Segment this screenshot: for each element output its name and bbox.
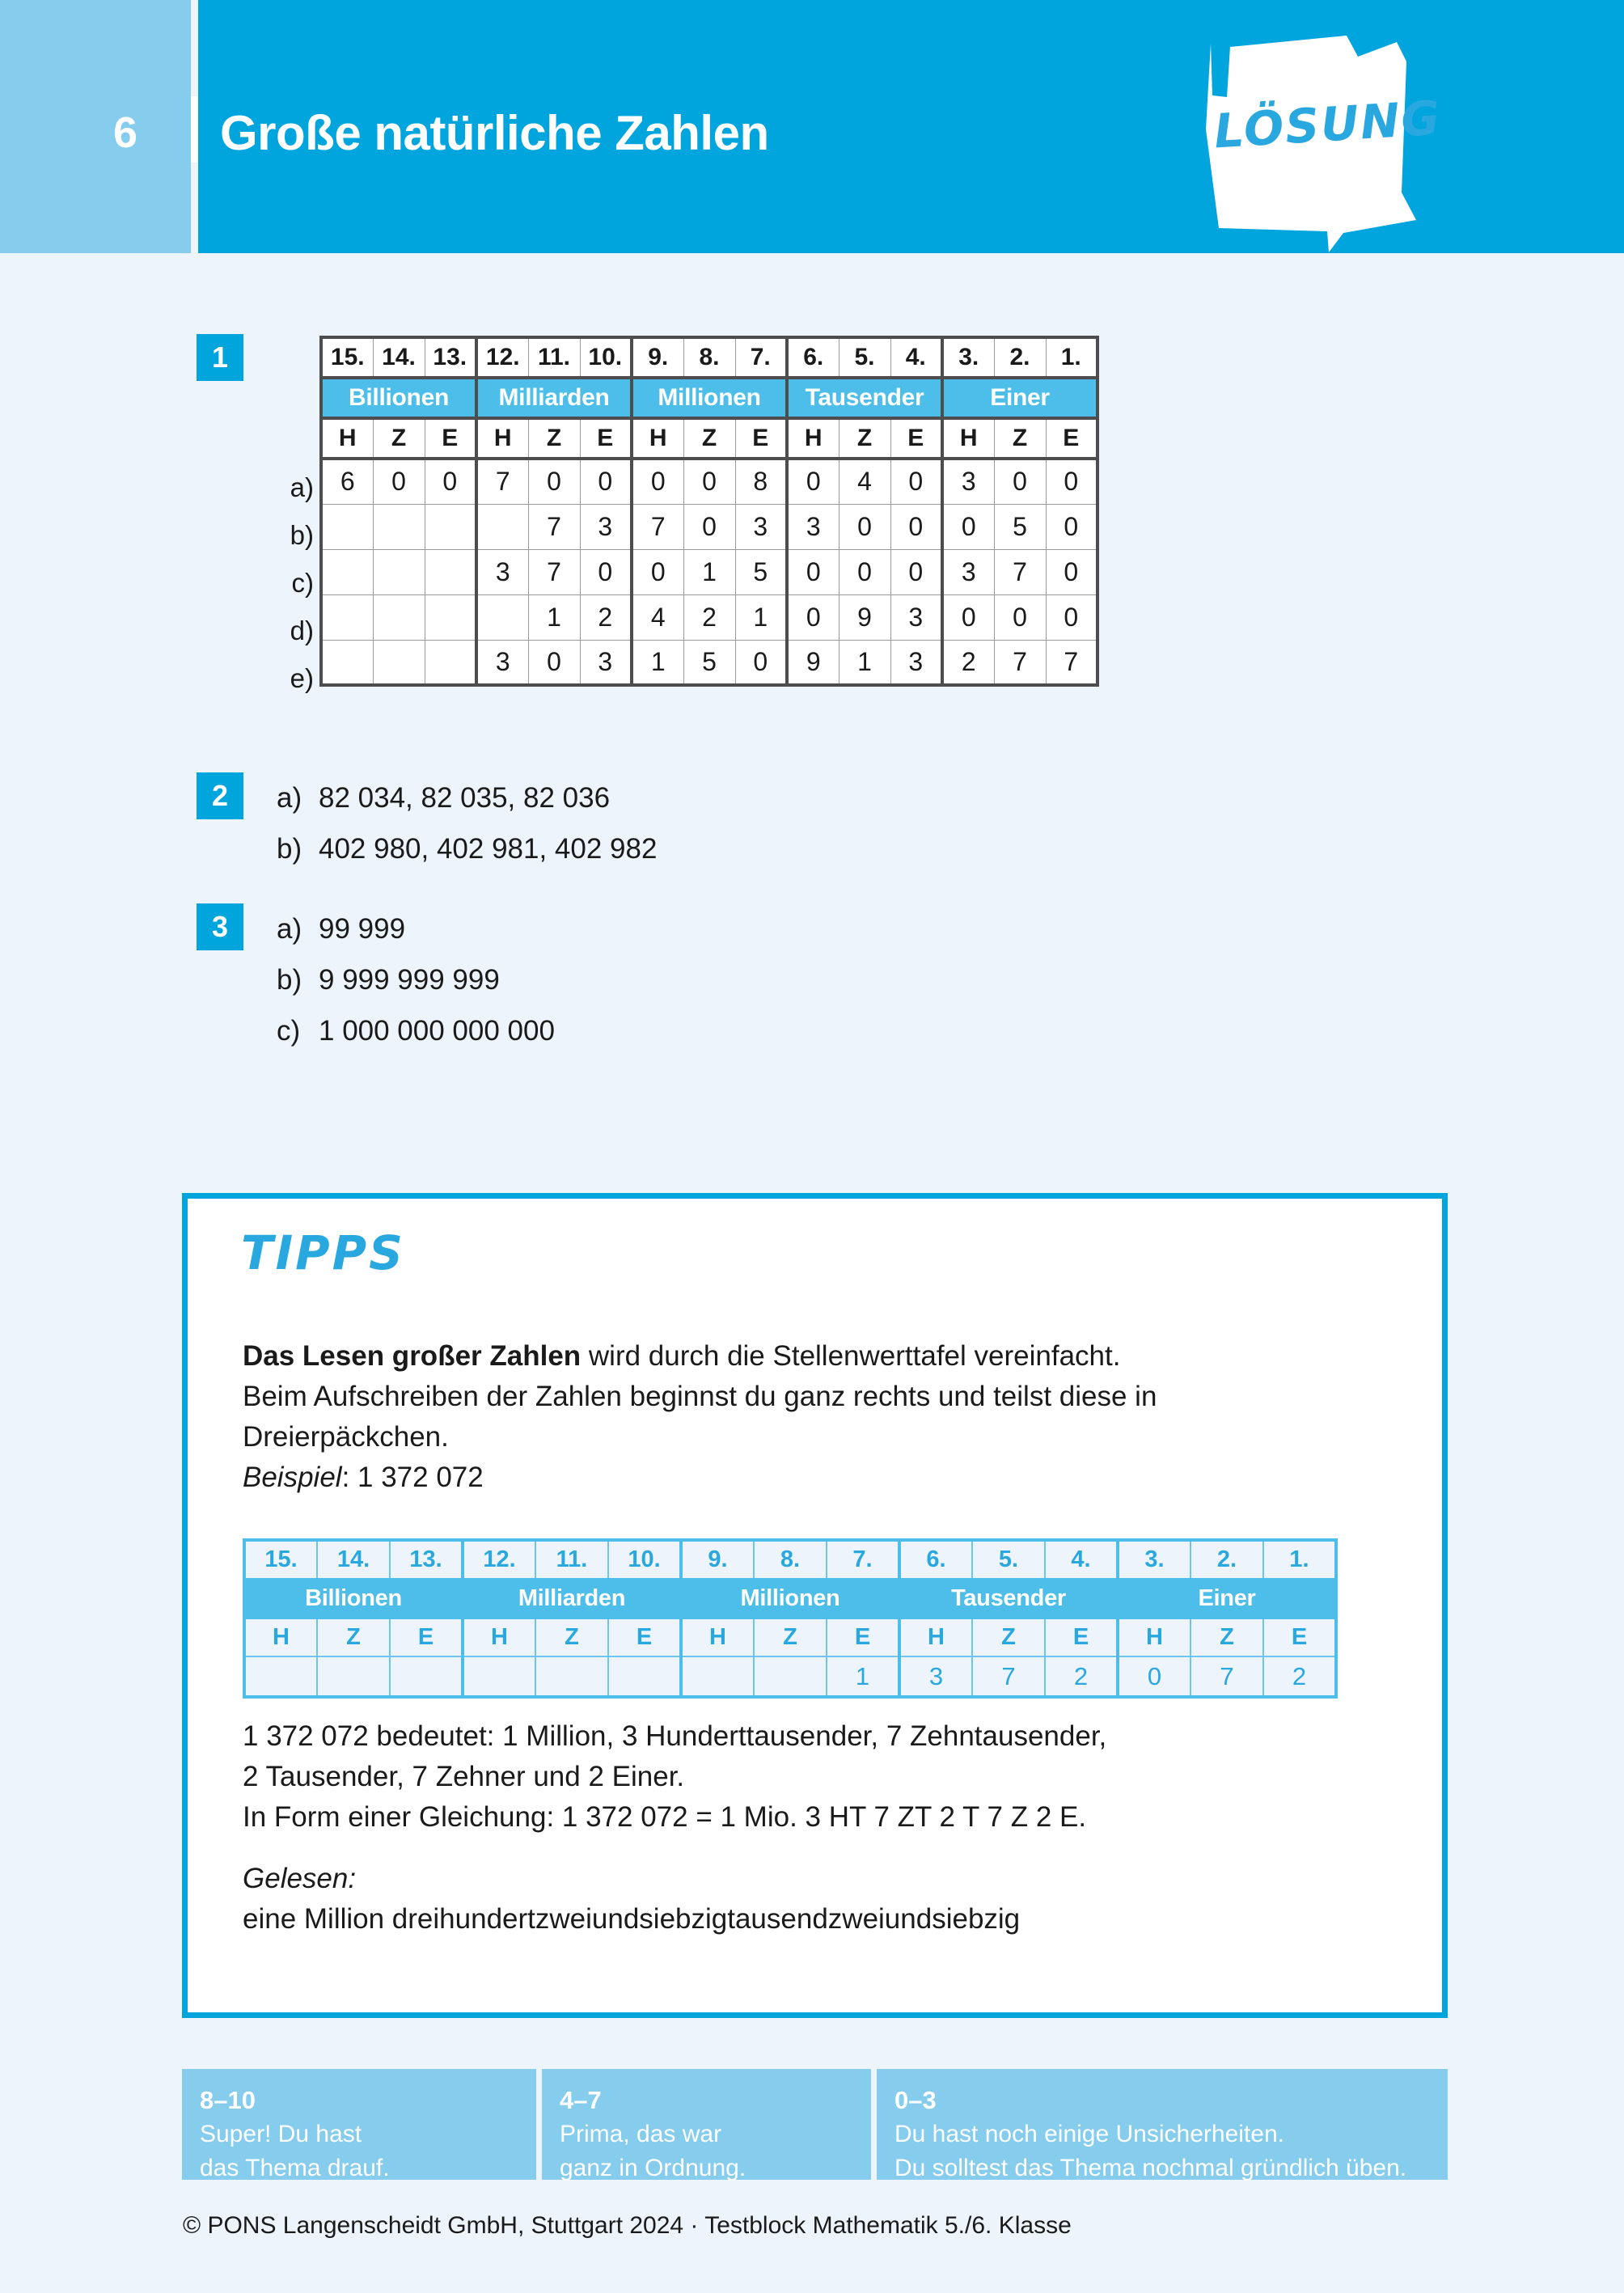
tipps-line: Beim Aufschreiben der Zahlen beginnst du ganz rechts und teilst diese in [243,1381,1157,1412]
table-row [321,459,1097,504]
digit-cell: 0 [839,504,890,549]
group-label-cell: Millionen [632,378,787,418]
unit-header-cell: H [681,1618,754,1656]
digit-cell: 1 [839,640,890,685]
digit-cell [317,1656,390,1697]
unit-header-cell: Z [754,1618,827,1656]
position-header-cell: 5. [839,337,890,378]
digit-cell: 7 [528,549,580,594]
digit-cell: 7 [994,640,1046,685]
answer-line [277,772,657,823]
unit-header-cell: E [890,418,942,459]
position-header-cell: 1. [1046,337,1097,378]
digit-cell: 5 [994,504,1046,549]
digit-cell [244,1656,317,1697]
position-header-cell: 4. [1045,1540,1118,1579]
unit-header-cell: Z [839,418,890,459]
group-label-cell: Billionen [244,1579,463,1618]
score-text: Super! Du hast [200,2121,362,2147]
digit-cell: 0 [839,549,890,594]
answer-text: 99 999 [319,913,406,945]
answer-line [277,823,657,874]
answer-line [277,903,555,954]
unit-header-cell: Z [683,418,735,459]
exercise-2-answers [277,772,657,874]
digit-cell [321,549,373,594]
table-row [244,1656,1336,1697]
exercise-1-row-labels [275,463,314,702]
tipps-box [182,1193,1448,2018]
digit-cell: 3 [942,549,994,594]
position-header-cell: 9. [632,337,683,378]
score-text: ganz in Ordnung. [560,2155,746,2181]
score-text: Du solltest das Thema nochmal gründlich üben. [894,2155,1407,2181]
position-header-cell: 7. [735,337,787,378]
digit-cell: 0 [580,549,632,594]
answer-text: 1 000 000 000 000 [319,1015,555,1047]
score-text: Prima, das war [560,2121,722,2147]
tipps-explanation [243,1716,1399,1940]
position-header-cell: 10. [608,1540,681,1579]
digit-cell [425,594,476,640]
digit-cell [390,1656,463,1697]
unit-header-cell: E [1045,1618,1118,1656]
digit-cell [425,549,476,594]
tipps-line: 2 Tausender, 7 Zehner und 2 Einer. [243,1761,685,1792]
digit-cell: 0 [632,459,683,504]
group-label-row [321,378,1097,418]
tipps-example-sep: : [341,1462,358,1493]
digit-cell: 0 [1046,594,1097,640]
digit-cell [321,504,373,549]
position-header-cell: 13. [390,1540,463,1579]
digit-cell: 0 [735,640,787,685]
answer-text: 82 034, 82 035, 82 036 [319,782,611,814]
tipps-gelesen-label: Gelesen: [243,1863,357,1894]
group-label-cell: Millionen [681,1579,899,1618]
digit-cell: 0 [528,459,580,504]
group-label-cell: Milliarden [476,378,632,418]
position-header-cell: 2. [1191,1540,1263,1579]
page-header [0,0,1624,253]
position-header-cell: 8. [683,337,735,378]
digit-cell [373,549,425,594]
digit-cell: 7 [528,504,580,549]
tipps-example-table-wrap [243,1538,1338,1699]
position-header-cell: 15. [321,337,373,378]
digit-cell: 0 [528,640,580,685]
answer-text: 9 999 999 999 [319,964,500,996]
exercise-1-place-value-table-wrap [319,336,1099,687]
digit-cell: 2 [683,594,735,640]
unit-header-cell: Z [972,1618,1045,1656]
exercise-1-badge: 1 [197,334,243,381]
answer-label: c) [277,1015,301,1047]
score-text: das Thema drauf. [200,2155,390,2181]
position-header-cell: 13. [425,337,476,378]
digit-cell [321,594,373,640]
digit-cell: 0 [425,459,476,504]
digit-cell: 0 [683,459,735,504]
position-header-cell: 15. [244,1540,317,1579]
digit-cell [681,1656,754,1697]
digit-cell: 3 [890,640,942,685]
digit-cell: 3 [942,459,994,504]
answer-line [277,954,555,1005]
unit-header-row [244,1618,1336,1656]
digit-cell: 0 [994,594,1046,640]
unit-header-cell: Z [1191,1618,1263,1656]
digit-cell: 0 [890,549,942,594]
unit-header-cell: E [1263,1618,1336,1656]
header-left-strip [0,0,191,253]
row-label: a) [290,472,314,502]
group-label-row [244,1579,1336,1618]
digit-cell: 1 [827,1656,899,1697]
digit-cell: 3 [476,549,528,594]
position-header-cell: 6. [787,337,839,378]
position-header-cell: 6. [899,1540,972,1579]
tipps-example-line [243,1457,1391,1498]
tipps-intro [243,1336,1391,1498]
digit-cell: 9 [839,594,890,640]
digit-cell: 2 [1263,1656,1336,1697]
exercise-2-badge: 2 [197,772,243,819]
digit-cell: 7 [994,549,1046,594]
digit-cell: 3 [580,504,632,549]
position-header-cell: 12. [463,1540,535,1579]
position-header-cell: 5. [972,1540,1045,1579]
unit-header-cell: E [1046,418,1097,459]
digit-cell [476,594,528,640]
digit-cell: 7 [1046,640,1097,685]
tipps-example-label: Beispiel [243,1462,342,1493]
unit-header-row [321,418,1097,459]
digit-cell [373,594,425,640]
exercise-3-badge: 3 [197,903,243,950]
digit-cell: 7 [1191,1656,1263,1697]
digit-cell: 0 [890,459,942,504]
digit-cell: 7 [632,504,683,549]
group-label-cell: Einer [942,378,1097,418]
table-row [321,504,1097,549]
group-label-cell: Tausender [787,378,942,418]
position-header-cell: 3. [942,337,994,378]
unit-header-cell: Z [373,418,425,459]
tipps-line: In Form einer Gleichung: 1 372 072 = 1 Mio. 3 HT 7 ZT 2 T 7 Z 2 E. [243,1801,1087,1833]
row-label: b) [290,520,314,550]
table-row [321,549,1097,594]
digit-cell: 0 [942,594,994,640]
position-header-cell: 11. [528,337,580,378]
digit-cell: 2 [1045,1656,1118,1697]
digit-cell: 2 [942,640,994,685]
digit-cell: 6 [321,459,373,504]
unit-header-cell: H [244,1618,317,1656]
digit-cell: 3 [890,594,942,640]
digit-cell: 0 [787,459,839,504]
digit-cell: 7 [972,1656,1045,1697]
digit-cell [425,504,476,549]
score-cell-low [877,2069,1448,2180]
position-header-row [321,337,1097,378]
row-label: e) [290,663,314,693]
unit-header-cell: E [735,418,787,459]
digit-cell: 9 [787,640,839,685]
chapter-number: 6 [113,108,138,157]
unit-header-cell: H [463,1618,535,1656]
digit-cell [476,504,528,549]
digit-cell: 1 [632,640,683,685]
answer-label: a) [277,782,302,814]
digit-cell: 0 [890,504,942,549]
digit-cell: 0 [1046,459,1097,504]
position-header-cell: 9. [681,1540,754,1579]
table-row [321,640,1097,685]
digit-cell: 7 [476,459,528,504]
unit-header-cell: H [632,418,683,459]
digit-cell: 0 [1046,504,1097,549]
row-label: c) [291,568,314,598]
unit-header-cell: H [942,418,994,459]
spacer [243,1838,1399,1859]
position-header-cell: 3. [1118,1540,1191,1579]
answer-text: 402 980, 402 981, 402 982 [319,833,658,865]
unit-header-cell: H [787,418,839,459]
digit-cell: 1 [735,594,787,640]
tipps-gelesen-text: eine Million dreihundertzweiundsiebzigtausendzweiundsiebzig [243,1903,1021,1935]
tipps-line [243,1336,1391,1377]
group-label-cell: Billionen [321,378,476,418]
row-label: d) [290,616,314,645]
digit-cell: 3 [580,640,632,685]
answer-line [277,1005,555,1056]
digit-cell: 1 [528,594,580,640]
digit-cell: 0 [1046,549,1097,594]
unit-header-cell: E [580,418,632,459]
digit-cell [373,640,425,685]
position-header-cell: 12. [476,337,528,378]
digit-cell: 0 [994,459,1046,504]
position-header-cell: 1. [1263,1540,1336,1579]
position-header-cell: 4. [890,337,942,378]
table-row [321,594,1097,640]
score-footer [182,2069,1448,2180]
score-cell-high [182,2069,536,2180]
digit-cell: 0 [1118,1656,1191,1697]
unit-header-cell: H [899,1618,972,1656]
digit-cell: 0 [942,504,994,549]
digit-cell [321,640,373,685]
position-header-cell: 7. [827,1540,899,1579]
group-label-cell: Tausender [899,1579,1118,1618]
group-label-cell: Einer [1118,1579,1336,1618]
unit-header-cell: E [827,1618,899,1656]
page-title: Große natürliche Zahlen [220,106,769,160]
unit-header-cell: Z [317,1618,390,1656]
tipps-intro-rest: wird durch die Stellenwerttafel vereinfacht. [581,1340,1121,1372]
loesung-label: LÖSUNG [1212,90,1444,159]
score-range: 0–3 [894,2086,937,2114]
tipps-title: TIPPS [241,1225,405,1280]
digit-cell: 0 [373,459,425,504]
tipps-intro-bold: Das Lesen großer Zahlen [243,1340,582,1372]
digit-cell: 2 [580,594,632,640]
unit-header-cell: Z [535,1618,608,1656]
unit-header-cell: E [608,1618,681,1656]
tipps-line: 1 372 072 bedeutet: 1 Million, 3 Hunderttausender, 7 Zehntausender, [243,1720,1107,1752]
digit-cell: 5 [683,640,735,685]
answer-label: b) [277,964,302,996]
digit-cell: 3 [476,640,528,685]
digit-cell: 5 [735,549,787,594]
score-range: 4–7 [560,2086,602,2114]
header-divider [191,96,198,163]
unit-header-cell: H [1118,1618,1191,1656]
tipps-example-number: 1 372 072 [357,1462,484,1493]
loesung-flag [1185,32,1460,255]
unit-header-cell: H [476,418,528,459]
position-header-cell: 8. [754,1540,827,1579]
digit-cell: 8 [735,459,787,504]
digit-cell: 3 [899,1656,972,1697]
tipps-line: Dreierpäckchen. [243,1421,449,1453]
position-header-cell: 14. [373,337,425,378]
digit-cell [463,1656,535,1697]
digit-cell: 0 [580,459,632,504]
digit-cell: 3 [735,504,787,549]
digit-cell: 4 [839,459,890,504]
position-header-cell: 2. [994,337,1046,378]
group-label-cell: Milliarden [463,1579,681,1618]
position-header-row [244,1540,1336,1579]
score-range: 8–10 [200,2086,256,2114]
place-value-table [319,336,1099,687]
digit-cell: 0 [787,594,839,640]
digit-cell [535,1656,608,1697]
digit-cell: 3 [787,504,839,549]
answer-label: a) [277,913,302,945]
digit-cell: 0 [683,504,735,549]
example-place-value-table [243,1538,1338,1699]
unit-header-cell: E [425,418,476,459]
digit-cell [608,1656,681,1697]
position-header-cell: 10. [580,337,632,378]
digit-cell: 0 [632,549,683,594]
digit-cell: 0 [787,549,839,594]
digit-cell: 4 [632,594,683,640]
answer-label: b) [277,833,302,865]
copyright-line: © PONS Langenscheidt GmbH, Stuttgart 2024 · Testblock Mathematik 5./6. Klasse [183,2212,1072,2239]
unit-header-cell: Z [994,418,1046,459]
position-header-cell: 14. [317,1540,390,1579]
unit-header-cell: H [321,418,373,459]
digit-cell [373,504,425,549]
digit-cell: 1 [683,549,735,594]
exercise-3-answers [277,903,555,1056]
unit-header-cell: Z [528,418,580,459]
unit-header-cell: E [390,1618,463,1656]
score-text: Du hast noch einige Unsicherheiten. [894,2121,1284,2147]
digit-cell [425,640,476,685]
position-header-cell: 11. [535,1540,608,1579]
score-cell-mid [542,2069,871,2180]
digit-cell [754,1656,827,1697]
